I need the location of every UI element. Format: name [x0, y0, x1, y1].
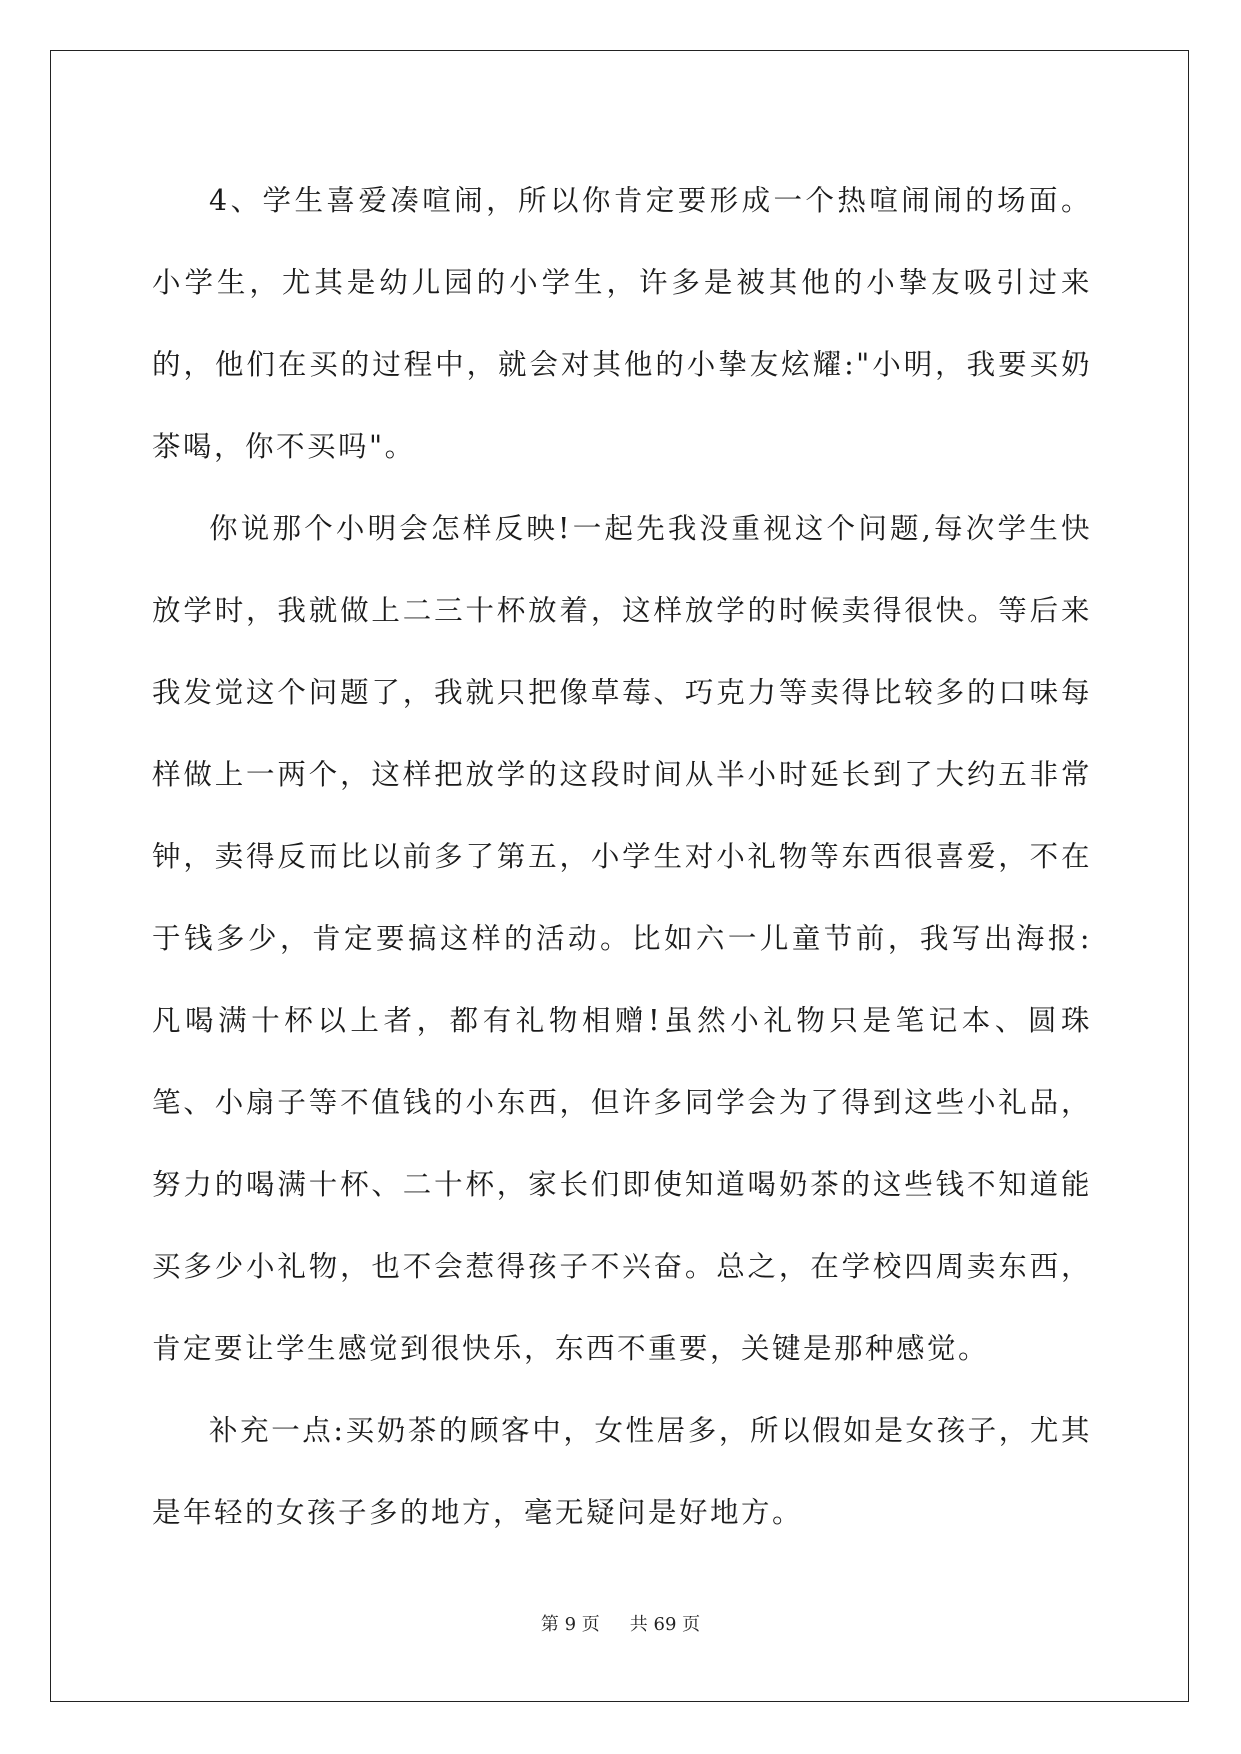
paragraph: 补充一点:买奶茶的顾客中，女性居多，所以假如是女孩子，尤其是年轻的女孩子多的地方，毫无疑问是好地方。 — [152, 1414, 1092, 1529]
paragraph: 你说那个小明会怎样反映!一起先我没重视这个问题,每次学生快放学时，我就做上二三十杯放着，这样放学的时候卖得很快。等后来我发觉这个问题了，我就只把像草莓、巧克力等卖得比较多的口味每样做上一两个，这样把放学的这段时间从半小时延长到了大约五非常钟，卖得反而比以前多了第五，小学生对小礼物等东西很喜爱，不在于钱多少，肯定要搞这样的活动。比如六一儿童节前，我写出海报:凡喝满十杯以上者，都有礼物相赠!虽然小礼物只是笔记本、圆珠笔、小扇子等不值钱的小东西，但许多同学会为了得到这些小礼品，努力的喝满十杯、二十杯，家长们即使知道喝奶茶的这些钱不知道能买多少小礼物，也不会惹得孩子不兴奋。总之，在学校四周卖东西，肯定要让学生感觉到很快乐，东西不重要，关键是那种感觉。 — [152, 512, 1092, 1365]
page-footer — [0, 1610, 1241, 1636]
page-total: 共 69 页 — [629, 1614, 701, 1635]
paragraph: 4、学生喜爱凑喧闹，所以你肯定要形成一个热喧闹闹的场面。小学生，尤其是幼儿园的小学生，许多是被其他的小挚友吸引过来的，他们在买的过程中，就会对其他的小挚友炫耀:"小明，我要买奶茶喝，你不买吗"。 — [152, 184, 1092, 463]
page-number: 第 9 页 — [540, 1614, 600, 1635]
document-body — [152, 160, 1092, 1554]
